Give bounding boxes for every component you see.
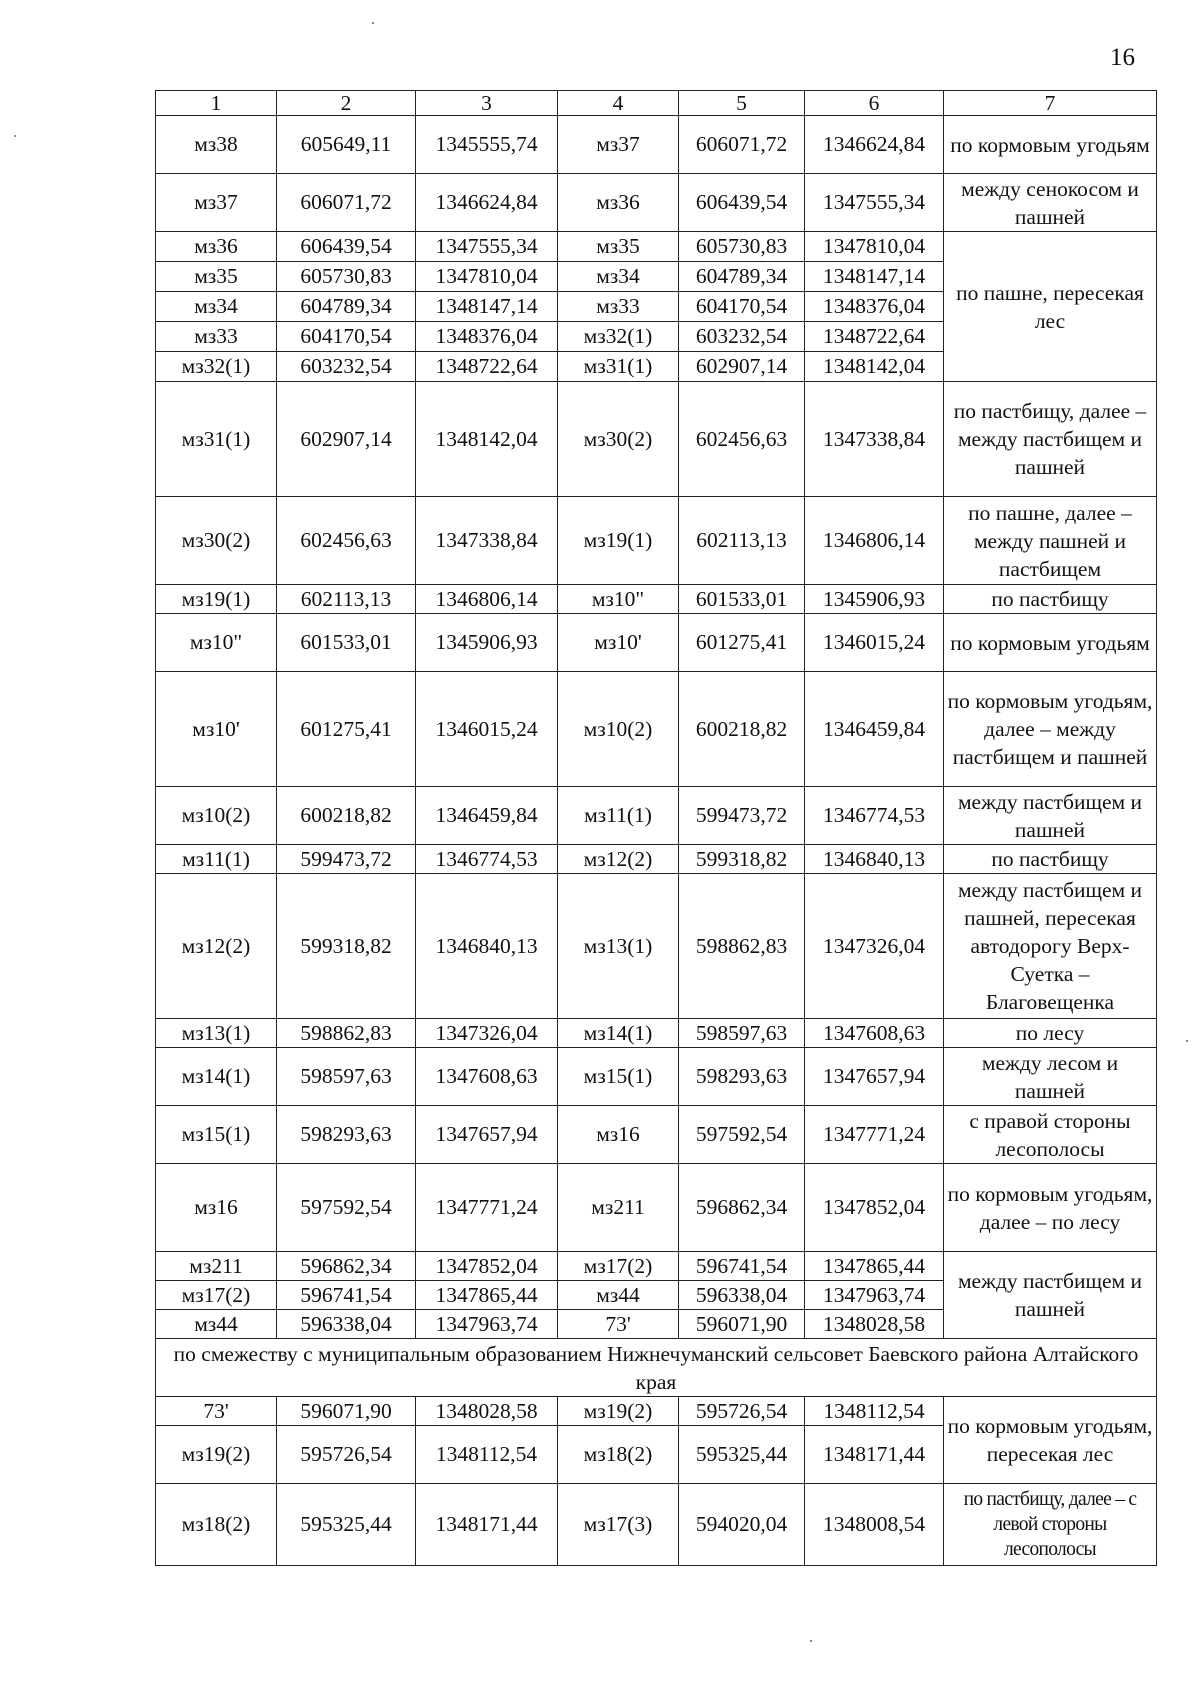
boundary-description-cell: по кормовым угодьям, далее – между пастбищем и пашней	[944, 672, 1157, 787]
column-number-header: 2	[277, 91, 416, 116]
y-to-cell: 1348171,44	[805, 1426, 944, 1484]
y-from-cell: 1347865,44	[416, 1281, 558, 1310]
boundary-description-cell: между пастбищем и пашней, пересекая автодорогу Верх-Суетка – Благовещенка	[944, 874, 1157, 1019]
y-to-cell: 1348722,64	[805, 322, 944, 352]
boundary-description-cell: между пастбищем и пашней	[944, 787, 1157, 845]
y-to-cell: 1346774,53	[805, 787, 944, 845]
table-row	[156, 672, 1157, 787]
x-from-cell: 604170,54	[277, 322, 416, 352]
y-to-cell: 1348142,04	[805, 352, 944, 382]
x-to-cell: 596071,90	[679, 1310, 805, 1339]
point-from-cell: мз10'	[156, 672, 277, 787]
section-heading-cell: по смежеству с муниципальным образованием Нижнечуманский сельсовет Баевского района Алтайского края	[156, 1339, 1157, 1397]
x-to-cell: 604789,34	[679, 262, 805, 292]
x-to-cell: 594020,04	[679, 1484, 805, 1566]
x-from-cell: 601533,01	[277, 614, 416, 672]
x-from-cell: 602456,63	[277, 497, 416, 585]
x-to-cell: 605730,83	[679, 232, 805, 262]
column-number-header: 7	[944, 91, 1157, 116]
x-to-cell: 599473,72	[679, 787, 805, 845]
x-from-cell: 596741,54	[277, 1281, 416, 1310]
table-row	[156, 1252, 1157, 1281]
y-to-cell: 1347608,63	[805, 1019, 944, 1048]
y-from-cell: 1347852,04	[416, 1252, 558, 1281]
x-to-cell: 599318,82	[679, 845, 805, 874]
point-to-cell: мз32(1)	[558, 322, 679, 352]
x-from-cell: 599318,82	[277, 874, 416, 1019]
point-to-cell: мз31(1)	[558, 352, 679, 382]
y-from-cell: 1347657,94	[416, 1106, 558, 1164]
x-from-cell: 595325,44	[277, 1484, 416, 1566]
x-from-cell: 604789,34	[277, 292, 416, 322]
point-to-cell: мз19(2)	[558, 1397, 679, 1426]
table-row	[156, 614, 1157, 672]
y-to-cell: 1346806,14	[805, 497, 944, 585]
x-to-cell: 596862,34	[679, 1164, 805, 1252]
boundary-description-cell: по пастбищу, далее – между пастбищем и пашней	[944, 382, 1157, 497]
y-from-cell: 1347326,04	[416, 1019, 558, 1048]
point-from-cell: мз37	[156, 174, 277, 232]
point-to-cell: 73'	[558, 1310, 679, 1339]
x-from-cell: 596862,34	[277, 1252, 416, 1281]
x-to-cell: 606071,72	[679, 116, 805, 174]
x-from-cell: 605730,83	[277, 262, 416, 292]
column-number-header: 1	[156, 91, 277, 116]
table-row	[156, 1484, 1157, 1566]
point-to-cell: мз16	[558, 1106, 679, 1164]
y-from-cell: 1347608,63	[416, 1048, 558, 1106]
x-from-cell: 596338,04	[277, 1310, 416, 1339]
x-from-cell: 606071,72	[277, 174, 416, 232]
x-to-cell: 596338,04	[679, 1281, 805, 1310]
point-from-cell: мз11(1)	[156, 845, 277, 874]
y-from-cell: 1348028,58	[416, 1397, 558, 1426]
boundary-description-cell: по пастбищу, далее – с левой стороны лесополосы	[944, 1484, 1157, 1566]
point-from-cell: мз211	[156, 1252, 277, 1281]
point-to-cell: мз11(1)	[558, 787, 679, 845]
section-row	[156, 1339, 1157, 1397]
x-to-cell: 604170,54	[679, 292, 805, 322]
table-row	[156, 1164, 1157, 1252]
x-to-cell: 595726,54	[679, 1397, 805, 1426]
point-to-cell: мз10'	[558, 614, 679, 672]
point-from-cell: мз12(2)	[156, 874, 277, 1019]
table-row	[156, 116, 1157, 174]
x-from-cell: 602907,14	[277, 382, 416, 497]
point-to-cell: мз36	[558, 174, 679, 232]
point-from-cell: мз36	[156, 232, 277, 262]
table-row	[156, 232, 1157, 262]
x-to-cell: 596741,54	[679, 1252, 805, 1281]
y-to-cell: 1347963,74	[805, 1281, 944, 1310]
scan-speck	[14, 135, 16, 137]
table-row	[156, 1019, 1157, 1048]
y-to-cell: 1348376,04	[805, 292, 944, 322]
y-to-cell: 1347555,34	[805, 174, 944, 232]
boundary-description-cell: между сенокосом и пашней	[944, 174, 1157, 232]
x-to-cell: 598597,63	[679, 1019, 805, 1048]
table-row	[156, 585, 1157, 614]
y-from-cell: 1348171,44	[416, 1484, 558, 1566]
x-from-cell: 597592,54	[277, 1164, 416, 1252]
table-row	[156, 497, 1157, 585]
x-to-cell: 595325,44	[679, 1426, 805, 1484]
table-row	[156, 174, 1157, 232]
point-from-cell: мз18(2)	[156, 1484, 277, 1566]
x-to-cell: 602113,13	[679, 497, 805, 585]
point-from-cell: мз38	[156, 116, 277, 174]
y-from-cell: 1347555,34	[416, 232, 558, 262]
table-row	[156, 845, 1157, 874]
table-row	[156, 874, 1157, 1019]
y-to-cell: 1348112,54	[805, 1397, 944, 1426]
boundary-description-cell: по кормовым угодьям, пересекая лес	[944, 1397, 1157, 1484]
point-from-cell: мз10"	[156, 614, 277, 672]
point-to-cell: мз15(1)	[558, 1048, 679, 1106]
point-to-cell: мз34	[558, 262, 679, 292]
point-from-cell: мз10(2)	[156, 787, 277, 845]
x-from-cell: 606439,54	[277, 232, 416, 262]
header-row	[156, 91, 1157, 116]
y-from-cell: 1346840,13	[416, 874, 558, 1019]
x-to-cell: 598293,63	[679, 1048, 805, 1106]
x-from-cell: 598293,63	[277, 1106, 416, 1164]
point-to-cell: мз37	[558, 116, 679, 174]
point-to-cell: мз10(2)	[558, 672, 679, 787]
x-to-cell: 601275,41	[679, 614, 805, 672]
y-from-cell: 1345555,74	[416, 116, 558, 174]
point-from-cell: мз44	[156, 1310, 277, 1339]
point-to-cell: мз30(2)	[558, 382, 679, 497]
y-to-cell: 1347338,84	[805, 382, 944, 497]
x-from-cell: 595726,54	[277, 1426, 416, 1484]
x-to-cell: 606439,54	[679, 174, 805, 232]
boundary-description-cell: между пастбищем и пашней	[944, 1252, 1157, 1339]
point-from-cell: мз34	[156, 292, 277, 322]
point-to-cell: мз17(3)	[558, 1484, 679, 1566]
point-to-cell: мз18(2)	[558, 1426, 679, 1484]
point-to-cell: мз12(2)	[558, 845, 679, 874]
y-to-cell: 1345906,93	[805, 585, 944, 614]
column-number-header: 3	[416, 91, 558, 116]
point-from-cell: мз15(1)	[156, 1106, 277, 1164]
boundary-description-cell: с правой стороны лесополосы	[944, 1106, 1157, 1164]
y-to-cell: 1347852,04	[805, 1164, 944, 1252]
y-from-cell: 1346624,84	[416, 174, 558, 232]
boundary-description-cell: по пашне, далее – между пашней и пастбищем	[944, 497, 1157, 585]
point-to-cell: мз14(1)	[558, 1019, 679, 1048]
y-from-cell: 1346459,84	[416, 787, 558, 845]
y-to-cell: 1346624,84	[805, 116, 944, 174]
y-from-cell: 1347963,74	[416, 1310, 558, 1339]
y-from-cell: 1346774,53	[416, 845, 558, 874]
y-to-cell: 1348008,54	[805, 1484, 944, 1566]
point-to-cell: мз10"	[558, 585, 679, 614]
y-from-cell: 1348376,04	[416, 322, 558, 352]
table-row	[156, 1397, 1157, 1426]
boundary-points-table	[155, 90, 1157, 1566]
boundary-description-cell: по пашне, пересекая лес	[944, 232, 1157, 382]
point-from-cell: мз13(1)	[156, 1019, 277, 1048]
x-from-cell: 601275,41	[277, 672, 416, 787]
y-from-cell: 1347810,04	[416, 262, 558, 292]
point-from-cell: мз33	[156, 322, 277, 352]
y-from-cell: 1347771,24	[416, 1164, 558, 1252]
point-from-cell: мз14(1)	[156, 1048, 277, 1106]
table-row	[156, 787, 1157, 845]
column-number-header: 4	[558, 91, 679, 116]
x-from-cell: 599473,72	[277, 845, 416, 874]
y-to-cell: 1348028,58	[805, 1310, 944, 1339]
x-from-cell: 600218,82	[277, 787, 416, 845]
point-from-cell: мз17(2)	[156, 1281, 277, 1310]
table-row	[156, 382, 1157, 497]
y-from-cell: 1346015,24	[416, 672, 558, 787]
boundary-description-cell: по лесу	[944, 1019, 1157, 1048]
y-from-cell: 1347338,84	[416, 497, 558, 585]
y-from-cell: 1348722,64	[416, 352, 558, 382]
point-from-cell: мз35	[156, 262, 277, 292]
point-from-cell: 73'	[156, 1397, 277, 1426]
column-number-header: 6	[805, 91, 944, 116]
y-to-cell: 1347657,94	[805, 1048, 944, 1106]
boundary-description-cell: между лесом и пашней	[944, 1048, 1157, 1106]
point-to-cell: мз44	[558, 1281, 679, 1310]
point-to-cell: мз35	[558, 232, 679, 262]
point-from-cell: мз19(1)	[156, 585, 277, 614]
y-from-cell: 1346806,14	[416, 585, 558, 614]
point-to-cell: мз13(1)	[558, 874, 679, 1019]
x-from-cell: 602113,13	[277, 585, 416, 614]
table-row	[156, 1048, 1157, 1106]
point-from-cell: мз31(1)	[156, 382, 277, 497]
boundary-description-cell: по кормовым угодьям, далее – по лесу	[944, 1164, 1157, 1252]
point-from-cell: мз32(1)	[156, 352, 277, 382]
y-to-cell: 1348147,14	[805, 262, 944, 292]
x-from-cell: 603232,54	[277, 352, 416, 382]
x-to-cell: 597592,54	[679, 1106, 805, 1164]
y-from-cell: 1348112,54	[416, 1426, 558, 1484]
y-to-cell: 1346840,13	[805, 845, 944, 874]
point-to-cell: мз211	[558, 1164, 679, 1252]
x-to-cell: 602456,63	[679, 382, 805, 497]
x-from-cell: 598597,63	[277, 1048, 416, 1106]
scan-speck	[372, 22, 374, 24]
x-from-cell: 605649,11	[277, 116, 416, 174]
y-to-cell: 1346459,84	[805, 672, 944, 787]
boundary-description-cell: по пастбищу	[944, 845, 1157, 874]
x-to-cell: 601533,01	[679, 585, 805, 614]
x-to-cell: 600218,82	[679, 672, 805, 787]
point-from-cell: мз19(2)	[156, 1426, 277, 1484]
y-from-cell: 1345906,93	[416, 614, 558, 672]
y-to-cell: 1347810,04	[805, 232, 944, 262]
table-row	[156, 1106, 1157, 1164]
scan-speck	[810, 1640, 812, 1642]
point-to-cell: мз17(2)	[558, 1252, 679, 1281]
y-to-cell: 1347326,04	[805, 874, 944, 1019]
x-from-cell: 596071,90	[277, 1397, 416, 1426]
boundary-description-cell: по пастбищу	[944, 585, 1157, 614]
point-to-cell: мз33	[558, 292, 679, 322]
column-number-header: 5	[679, 91, 805, 116]
y-to-cell: 1347865,44	[805, 1252, 944, 1281]
y-from-cell: 1348142,04	[416, 382, 558, 497]
x-to-cell: 602907,14	[679, 352, 805, 382]
point-from-cell: мз16	[156, 1164, 277, 1252]
y-from-cell: 1348147,14	[416, 292, 558, 322]
point-to-cell: мз19(1)	[558, 497, 679, 585]
page-number: 16	[1110, 44, 1135, 71]
point-from-cell: мз30(2)	[156, 497, 277, 585]
scan-speck	[1186, 1040, 1188, 1042]
y-to-cell: 1346015,24	[805, 614, 944, 672]
boundary-description-cell: по кормовым угодьям	[944, 116, 1157, 174]
boundary-description-cell: по кормовым угодьям	[944, 614, 1157, 672]
x-to-cell: 598862,83	[679, 874, 805, 1019]
x-from-cell: 598862,83	[277, 1019, 416, 1048]
y-to-cell: 1347771,24	[805, 1106, 944, 1164]
x-to-cell: 603232,54	[679, 322, 805, 352]
